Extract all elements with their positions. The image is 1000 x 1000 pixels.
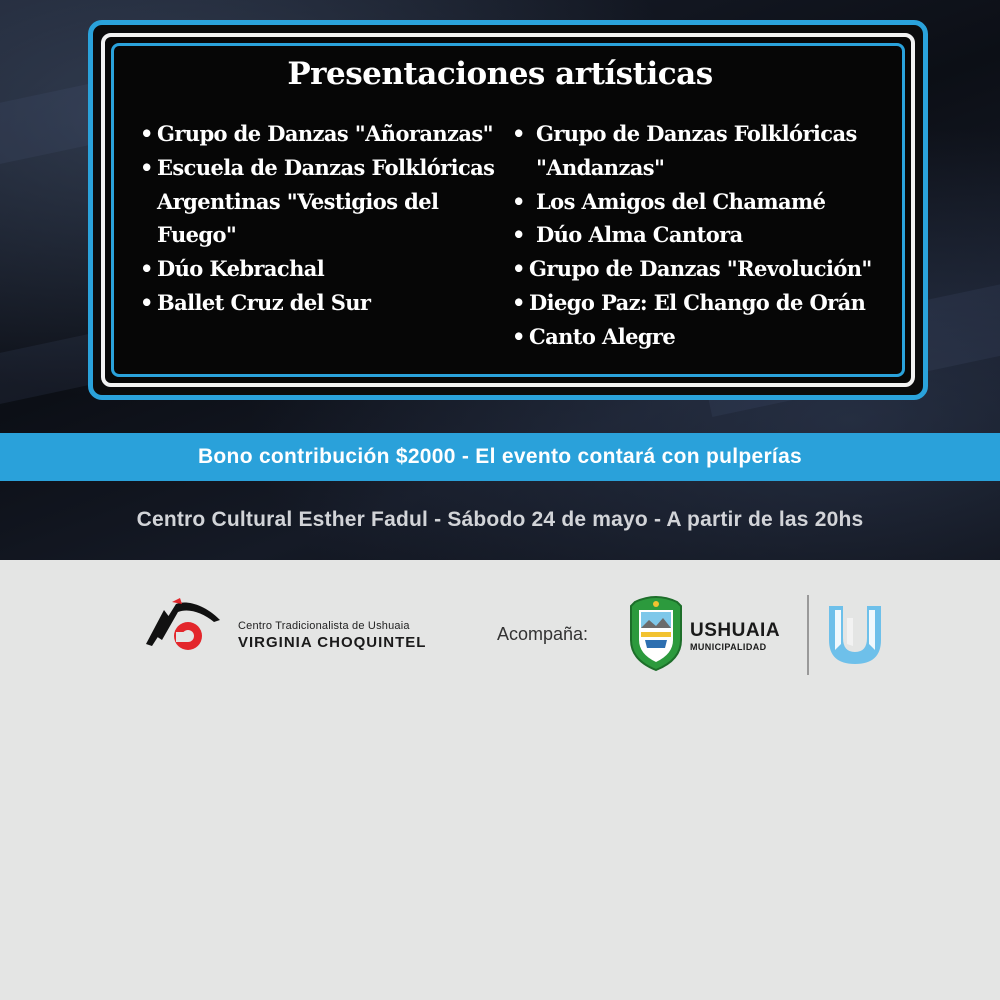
bullet-glyph: • <box>512 121 525 146</box>
performer-item <box>512 252 902 286</box>
left-performers-list <box>140 117 510 320</box>
performer-item <box>140 252 510 286</box>
organizer-name: VIRGINIA CHOQUINTEL <box>238 634 427 651</box>
bullet-glyph: • <box>512 222 525 248</box>
performer-item <box>140 117 510 151</box>
performer-name-line: Argentinas "Vestigios del <box>157 188 439 214</box>
bullet-glyph: • <box>512 188 525 214</box>
performer-name-line: "Andanzas" <box>536 154 665 180</box>
performer-item <box>512 320 902 354</box>
performer-item <box>140 151 510 252</box>
program-title: Presentaciones artísticas <box>287 56 713 92</box>
performer-item <box>140 286 510 320</box>
performer-name-line: Dúo Alma Cantora <box>536 222 743 248</box>
municipality-name: USHUAIA <box>690 620 781 641</box>
bullet-glyph: • <box>512 256 525 282</box>
performer-item <box>512 218 902 252</box>
bullet-glyph: • <box>512 289 525 315</box>
u-logo-icon <box>825 604 885 666</box>
bullet-glyph: • <box>140 154 153 180</box>
bullet-glyph: • <box>140 121 153 146</box>
performer-name-line: Dúo Kebrachal <box>157 256 325 282</box>
municipality-subtitle: MUNICIPALIDAD <box>690 642 767 652</box>
right-performers-list <box>512 117 902 354</box>
bullet-glyph: • <box>140 289 153 315</box>
performer-item <box>512 286 902 320</box>
performer-name-line: Fuego" <box>157 222 237 248</box>
virginia-choquintel-logo <box>142 596 222 656</box>
bullet-glyph: • <box>512 323 525 349</box>
acompana-label: Acompaña: <box>497 624 589 644</box>
performer-name-line: Grupo de Danzas "Añoranzas" <box>157 121 493 146</box>
bullet-glyph: • <box>140 256 153 282</box>
performer-name-line: Ballet Cruz del Sur <box>157 289 371 315</box>
organizer-subtitle: Centro Tradicionalista de Ushuaia <box>238 620 410 632</box>
performer-name-line: Canto Alegre <box>529 323 676 349</box>
performer-name-line: Grupo de Danzas "Revolución" <box>529 256 872 282</box>
ushuaia-shield-icon <box>627 594 685 672</box>
logo-divider <box>807 595 809 675</box>
performer-name-line: Diego Paz: El Chango de Orán <box>529 289 866 315</box>
event-location-date: Centro Cultural Esther Fadul - Sábodo 24 de mayo - A partir de las 20hs <box>136 508 864 531</box>
performer-name-line: Escuela de Danzas Folklóricas <box>157 154 495 180</box>
performer-item <box>512 117 902 185</box>
performer-name-line: Grupo de Danzas Folklóricas <box>536 121 857 146</box>
contribution-banner: Bono contribución $2000 - El evento contará con pulperías <box>0 433 1000 481</box>
performer-item <box>512 185 902 219</box>
performer-name-line: Los Amigos del Chamamé <box>536 188 826 214</box>
